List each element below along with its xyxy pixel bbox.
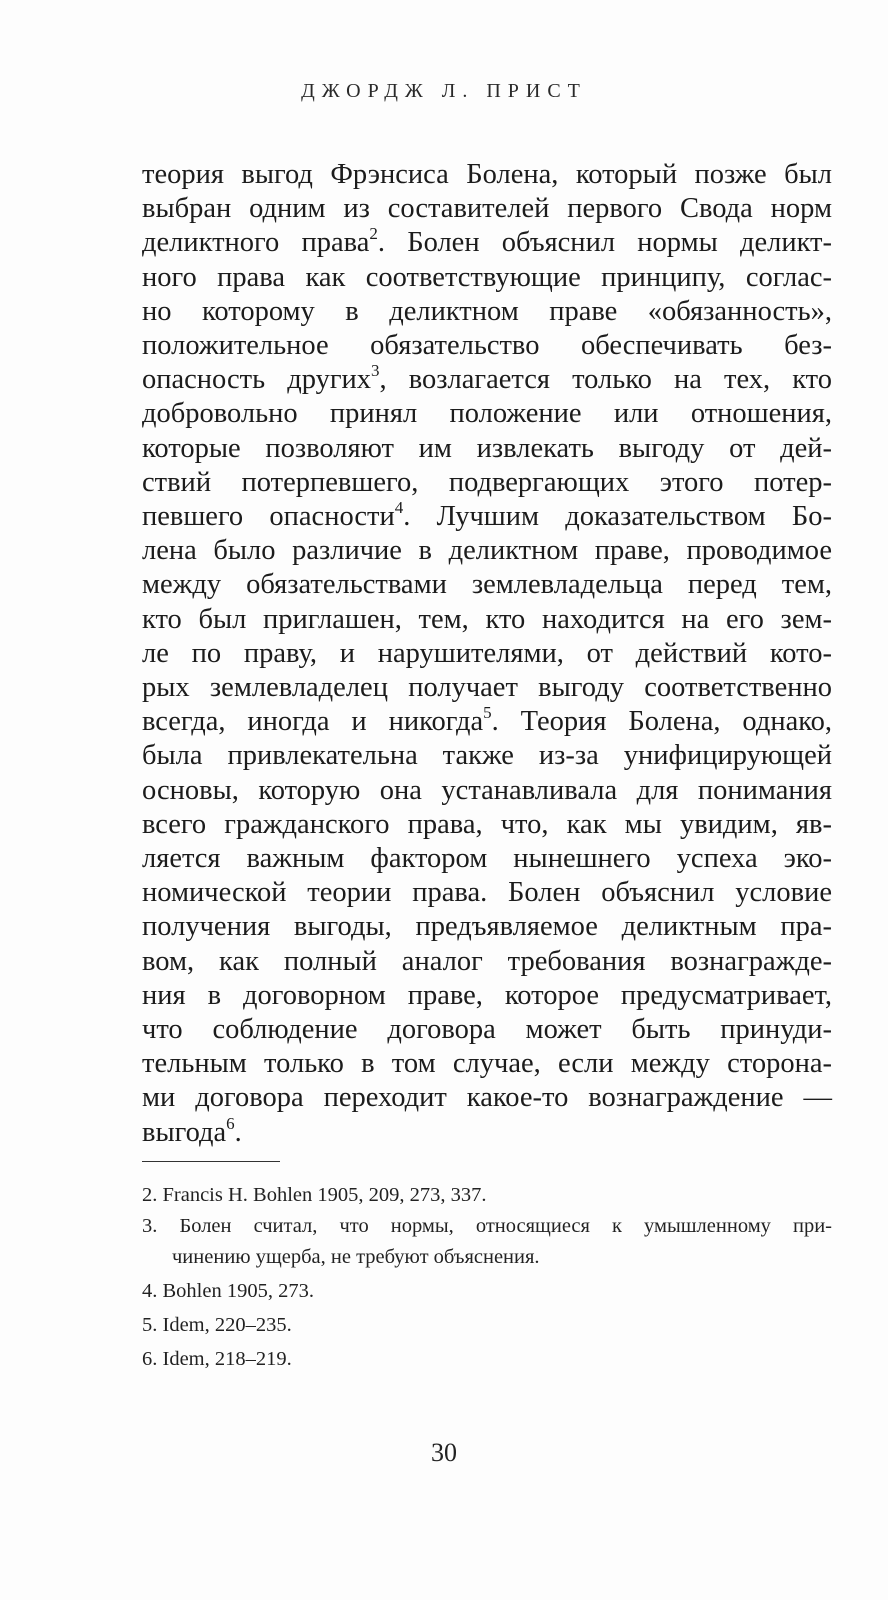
- body-line: которые позволяют им извлекать выгоду от дей-: [142, 432, 832, 464]
- body-line: ми договора переходит какое-то вознаграждение —: [142, 1082, 832, 1114]
- body-line: основы, которую она устанавливала для понимания: [142, 774, 832, 806]
- body-line: ного права как соответствующие принципу, соглас-: [142, 261, 832, 293]
- body-text: [142, 158, 832, 1150]
- body-line: добровольно принял положение или отношения,: [142, 398, 832, 430]
- body-line: ляется важным фактором нынешнего успеха эко-: [142, 843, 832, 875]
- body-line: выбран одним из составителей первого Свода норм: [142, 193, 832, 225]
- body-line: ле по праву, и нарушителями, от действий кото-: [142, 637, 832, 669]
- page-number: 30: [431, 1438, 457, 1467]
- footnote-ref-3[interactable]: 3: [371, 361, 380, 381]
- footnotes: [142, 1180, 832, 1375]
- footnote-6: 6. Idem, 218–219.: [142, 1348, 292, 1370]
- body-line: вом, как полный аналог требования вознагражде-: [142, 945, 832, 977]
- footnote-ref-2[interactable]: 2: [369, 224, 378, 244]
- body-line: получения выгоды, предъявляемое деликтным пра-: [142, 911, 832, 943]
- body-line: певшего опасности$^4$. Лучшим доказательством Бо-: [142, 498, 832, 533]
- body-line: деликтного права$^2$. Болен объяснил нормы деликт-: [142, 224, 832, 259]
- body-line: рых землевладелец получает выгоду соответственно: [142, 672, 832, 704]
- body-line: номической теории права. Болен объяснил условие: [142, 877, 832, 909]
- body-line: лена было различие в деликтном праве, проводимое: [142, 535, 832, 567]
- footnote-ref-6[interactable]: 6: [226, 1113, 235, 1133]
- body-line: опасность других$^3$, возлагается только на тех, кто: [142, 361, 832, 396]
- body-line: между обязательствами землевладельца перед тем,: [142, 569, 832, 601]
- body-line: всегда, иногда и никогда$^5$. Теория Болена, однако,: [142, 703, 832, 738]
- footnote-ref-4[interactable]: 4: [394, 498, 404, 518]
- body-line: кто был приглашен, тем, кто находится на его зем-: [142, 603, 832, 635]
- footnote-3-line-1: 3. Болен считал, что нормы, относящиеся к умышленному при-: [142, 1215, 832, 1237]
- body-line: всего гражданского права, что, как мы увидим, яв-: [142, 808, 832, 840]
- footnote-ref-5[interactable]: 5: [483, 703, 492, 723]
- footnote-3-line-2: чинению ущерба, не требуют объяснения.: [172, 1246, 540, 1268]
- body-line: положительное обязательство обеспечивать без-: [142, 330, 832, 362]
- footnote-2: 2. Francis H. Bohlen 1905, 209, 273, 337.: [142, 1184, 487, 1206]
- footnote-4: 4. Bohlen 1905, 273.: [142, 1280, 314, 1302]
- body-line: что соблюдение договора может быть принуди-: [142, 1014, 832, 1046]
- body-line: была привлекательна также из-за унифицирующей: [142, 740, 832, 772]
- footnote-5: 5. Idem, 220–235.: [142, 1314, 292, 1336]
- body-line: ния в договорном праве, которое предусматривает,: [142, 979, 832, 1011]
- body-line: выгода$^6$.: [142, 1113, 242, 1148]
- body-line: тельным только в том случае, если между сторона-: [142, 1048, 832, 1080]
- running-head: ДЖОРДЖ Л. ПРИСТ: [301, 80, 587, 102]
- footnote-divider: [142, 1161, 280, 1162]
- body-line: ствий потерпевшего, подвергающих этого потер-: [142, 466, 832, 498]
- body-line: но которому в деликтном праве «обязанность»,: [142, 295, 832, 327]
- body-line: теория выгод Фрэнсиса Болена, который позже был: [142, 159, 832, 190]
